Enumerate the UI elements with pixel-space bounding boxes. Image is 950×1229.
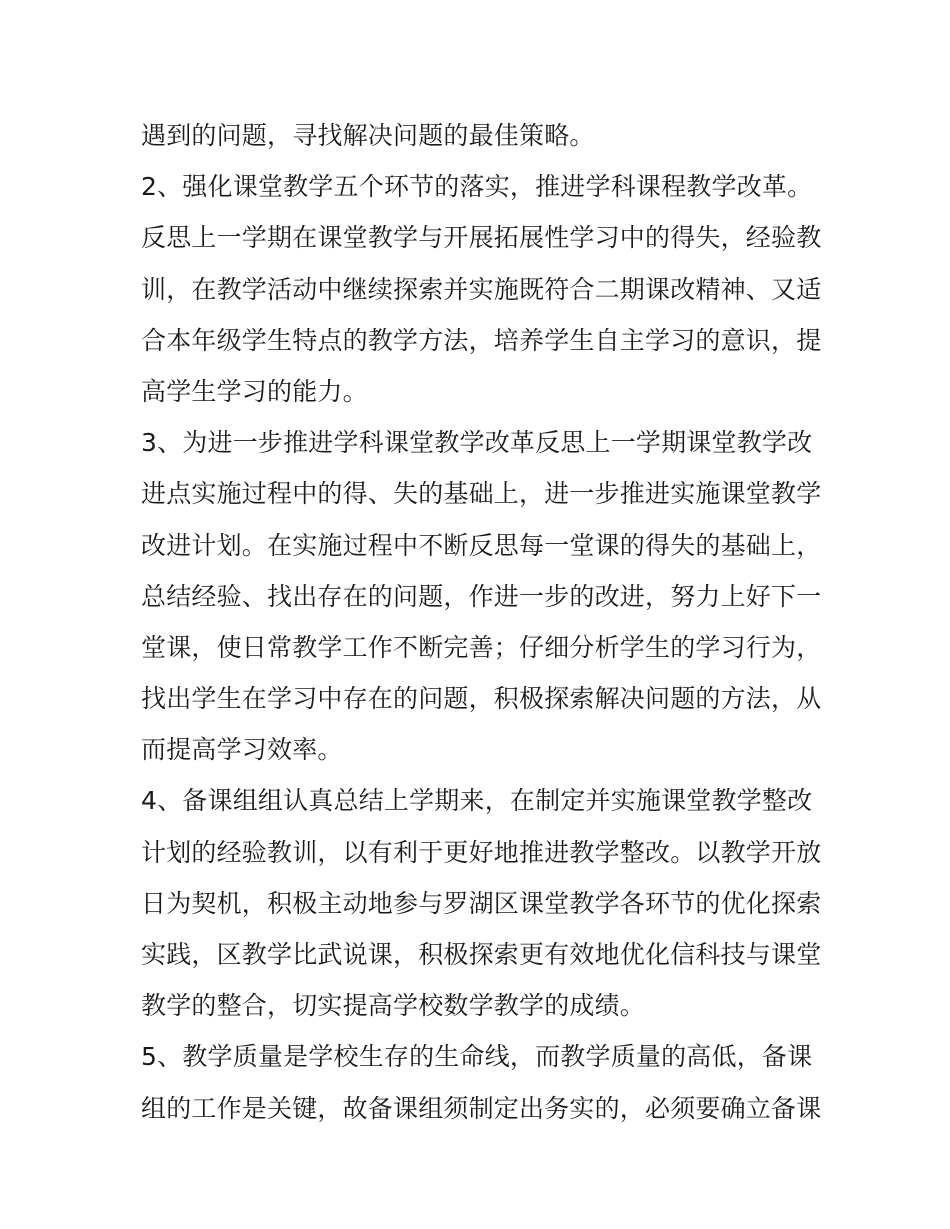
text-line: 训，在教学活动中继续探索并实施既符合二期课改精神、又适 [141, 274, 822, 304]
text-line: 2、强化课堂教学五个环节的落实，推进学科课程教学改革。 [141, 172, 813, 202]
text-line: 而提高学习效率。 [141, 735, 343, 765]
document-body [141, 110, 821, 1134]
text-line: 组的工作是关键，故备课组须制定出务实的，必须要确立备课 [141, 1093, 822, 1123]
text-line: 反思上一学期在课堂教学与开展拓展性学习中的得失，经验教 [141, 223, 822, 253]
text-line: 总结经验、找出存在的问题，作进一步的改进，努力上好下一 [141, 581, 822, 611]
text-line: 进点实施过程中的得、失的基础上，进一步推进实施课堂教学 [141, 479, 822, 509]
text-line: 计划的经验教训，以有利于更好地推进教学整改。以教学开放 [141, 837, 822, 867]
text-line: 5、教学质量是学校生存的生命线，而教学质量的高低，备课 [141, 1042, 813, 1072]
text-line: 合本年级学生特点的教学方法，培养学生自主学习的意识，提 [141, 325, 822, 355]
text-line: 高学生学习的能力。 [141, 376, 368, 406]
text-line: 遇到的问题，寻找解决问题的最佳策略。 [141, 121, 595, 150]
text-line: 日为契机，积极主动地参与罗湖区课堂教学各环节的优化探索 [141, 888, 822, 918]
text-line: 堂课，使日常教学工作不断完善；仔细分析学生的学习行为， [141, 632, 822, 662]
text-line: 3、为进一步推进学科课堂教学改革反思上一学期课堂教学改 [141, 428, 813, 458]
text-line: 找出学生在学习中存在的问题，积极探索解决问题的方法，从 [141, 684, 822, 714]
text-line: 改进计划。在实施过程中不断反思每一堂课的得失的基础上， [141, 530, 822, 560]
text-line: 4、备课组组认真总结上学期来，在制定并实施课堂教学整改 [141, 786, 813, 816]
text-line: 实践，区教学比武说课，积极探索更有效地优化信科技与课堂 [141, 940, 822, 969]
text-line: 教学的整合，切实提高学校数学教学的成绩。 [141, 991, 646, 1021]
